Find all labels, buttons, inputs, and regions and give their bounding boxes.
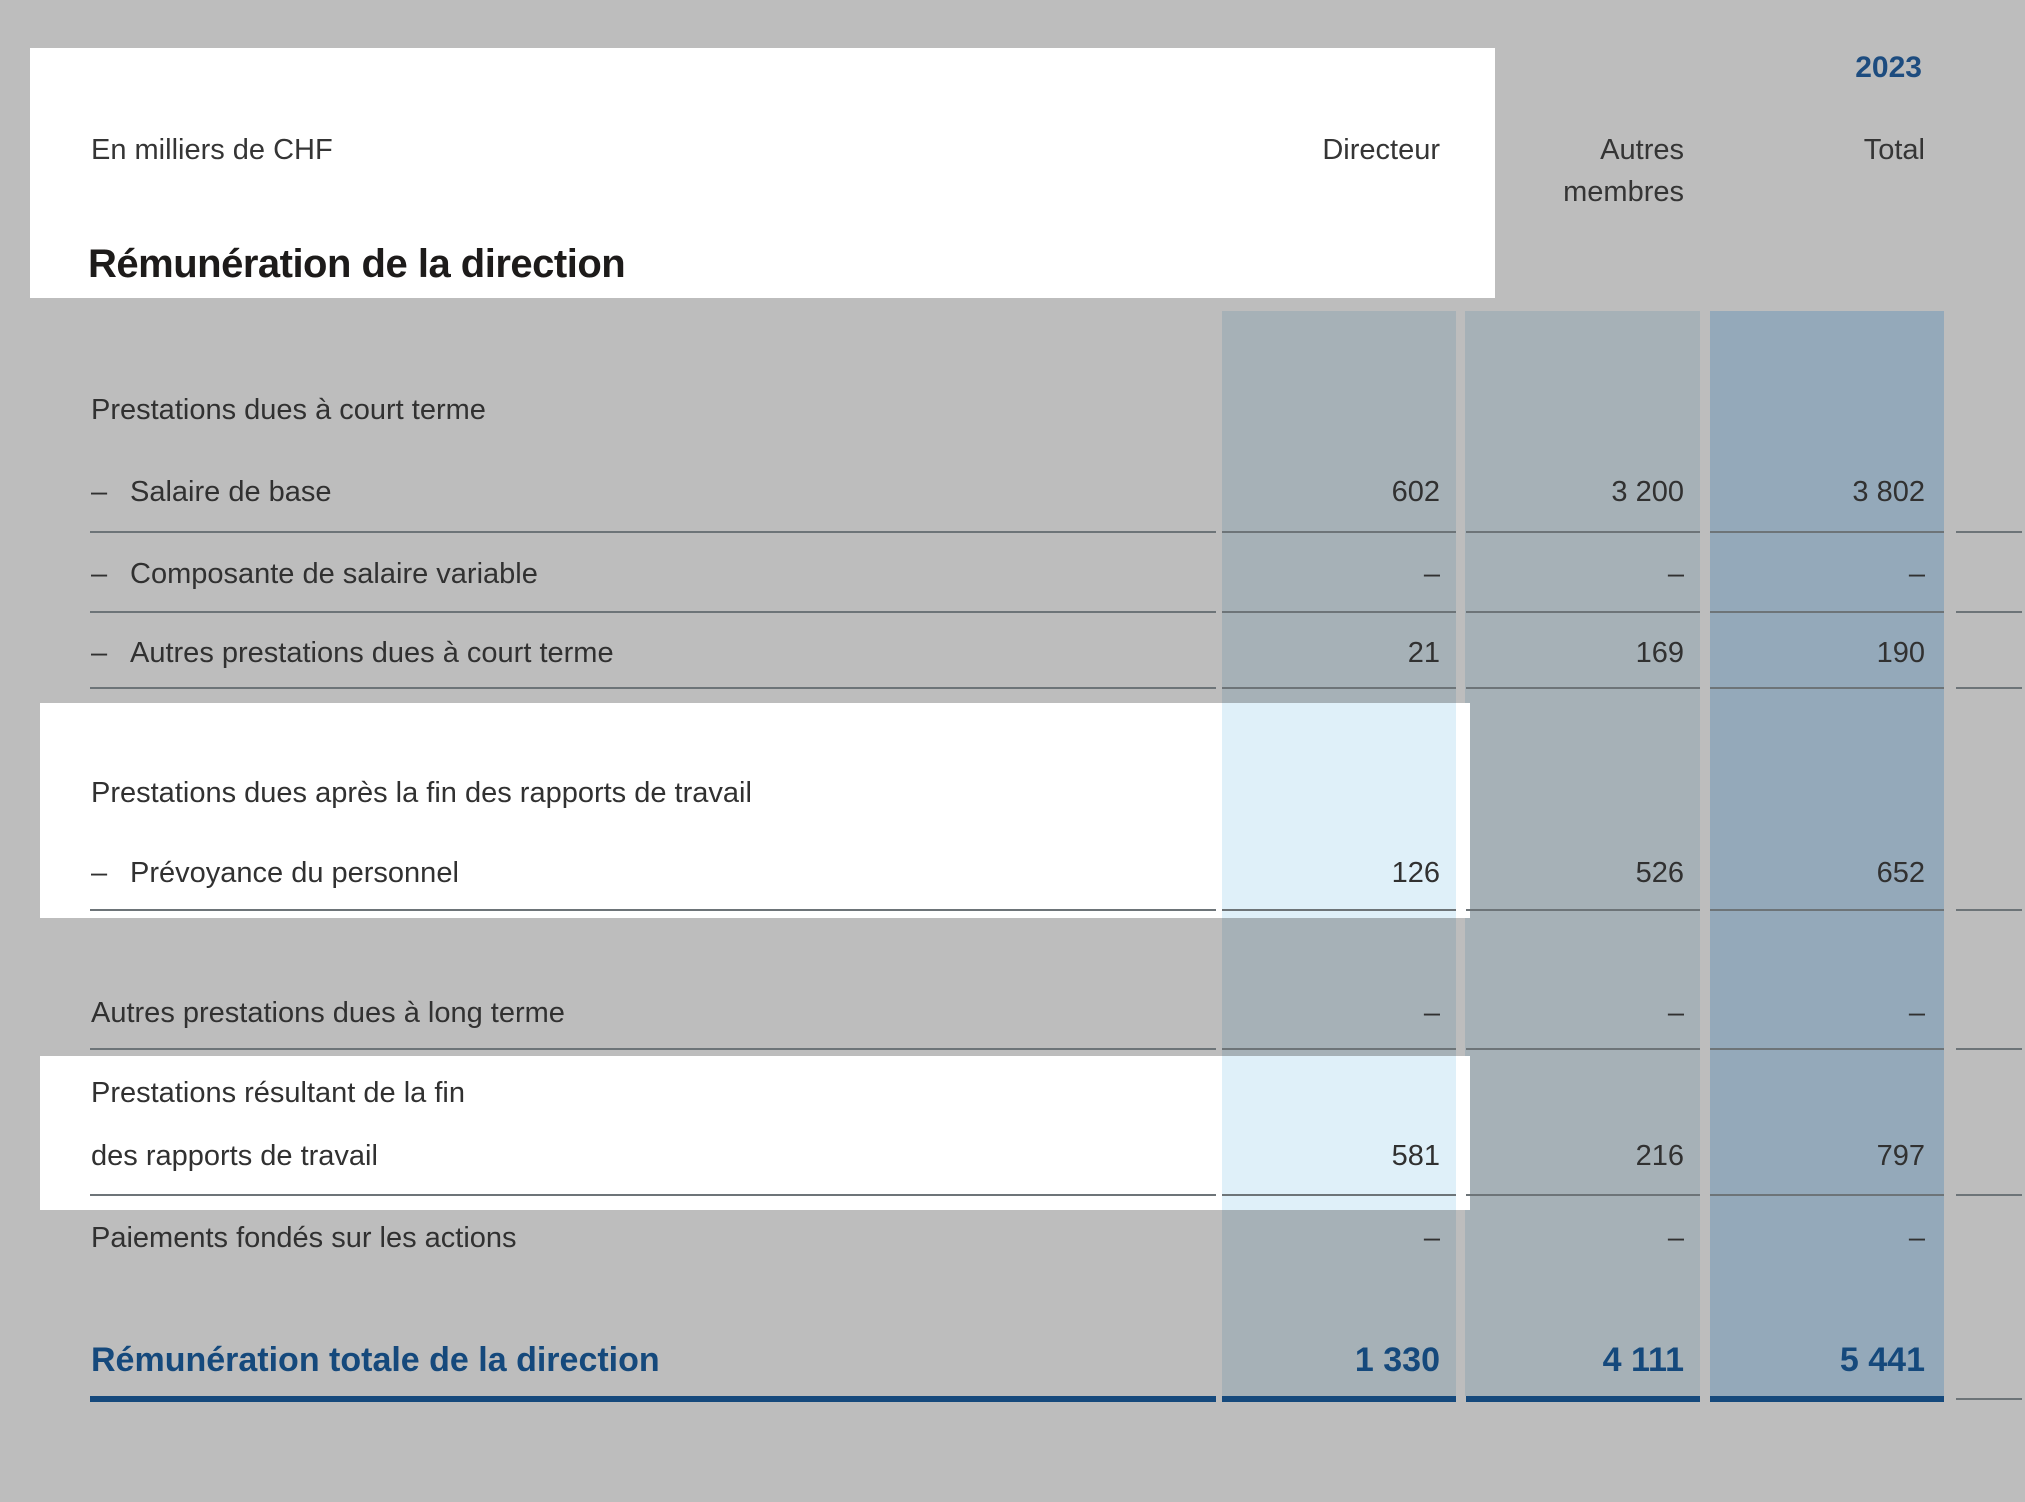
total-underline [1710,1396,1944,1402]
row-bullet: – [91,476,108,508]
row-label: Autres prestations dues à court terme [130,637,614,669]
total-underline-right [1956,1398,2022,1400]
cell-directeur: 126 [1391,857,1440,889]
cell-directeur: – [1423,1222,1440,1254]
cell-total: 652 [1876,857,1925,889]
total-underline [1222,1396,1456,1402]
unit-label: En milliers de CHF [91,134,333,166]
total-row [0,1339,2025,1381]
cell-total: 797 [1876,1140,1925,1172]
total-row-label: Rémunération totale de la direction [91,1341,660,1379]
row-separator [90,611,1216,613]
row-separator [1466,1194,1700,1196]
cell-autres-membres: – [1667,558,1684,590]
row-label: Composante de salaire variable [130,558,538,590]
table-row [0,556,2025,592]
row-separator [1956,1194,2022,1196]
row-label: Prestations dues après la fin des rapports de travail [91,777,752,809]
row-separator [1710,611,1944,613]
table-row [0,1075,2025,1111]
column-header-autres-line1: Autres [1600,134,1684,166]
row-separator [1956,611,2022,613]
row-bullet: – [91,637,108,669]
row-separator [1956,531,2022,533]
row-label: Prestations résultant de la fin [91,1077,465,1109]
row-separator [1710,1194,1944,1196]
row-separator [1466,611,1700,613]
cell-total-directeur: 1 330 [1354,1341,1440,1379]
year-label: 2023 [1855,51,1922,84]
cell-directeur: – [1423,558,1440,590]
row-separator [1466,687,1700,689]
row-separator [1956,909,2022,911]
cell-autres-membres: 216 [1635,1140,1684,1172]
row-separator [1222,1048,1456,1050]
table-row [0,392,2025,428]
row-separator [1956,1048,2022,1050]
total-underline [1466,1396,1700,1402]
row-label: Prévoyance du personnel [130,857,459,889]
cell-total: – [1908,1222,1925,1254]
row-label: des rapports de travail [91,1140,378,1172]
table-row [0,775,2025,811]
cell-total: 3 802 [1852,476,1925,508]
cell-autres-membres: 169 [1635,637,1684,669]
cell-directeur: 602 [1391,476,1440,508]
column-header-autres-line2: membres [1563,176,1684,208]
cell-autres-membres: 3 200 [1611,476,1684,508]
table-row [0,474,2025,510]
row-separator [1222,611,1456,613]
cell-autres-membres: 526 [1635,857,1684,889]
table-row [0,635,2025,671]
row-label: Paiements fondés sur les actions [91,1222,517,1254]
row-separator [1710,1048,1944,1050]
cell-total-autres-membres: 4 111 [1602,1341,1684,1379]
cell-directeur: – [1423,997,1440,1029]
row-separator [1710,531,1944,533]
table-row [0,855,2025,891]
row-separator [1710,687,1944,689]
row-separator [90,1048,1216,1050]
row-separator [90,1194,1216,1196]
row-separator [90,687,1216,689]
cell-total: – [1908,558,1925,590]
row-bullet: – [91,857,108,889]
cell-directeur: 21 [1407,637,1440,669]
column-header-total: Total [1863,134,1925,166]
row-separator [1222,687,1456,689]
cell-autres-membres: – [1667,997,1684,1029]
cell-autres-membres: – [1667,1222,1684,1254]
row-separator [90,531,1216,533]
row-separator [1466,1048,1700,1050]
row-label: Salaire de base [130,476,332,508]
row-separator [1222,909,1456,911]
table-row [0,1138,2025,1174]
row-separator [1222,531,1456,533]
row-label: Prestations dues à court terme [91,394,486,426]
total-underline [90,1396,1216,1402]
column-header-directeur: Directeur [1322,134,1440,166]
cell-total-total: 5 441 [1839,1341,1925,1379]
cell-total: 190 [1876,637,1925,669]
cell-total: – [1908,997,1925,1029]
row-separator [1466,531,1700,533]
table-row [0,1220,2025,1256]
row-separator [1710,909,1944,911]
section-title: Rémunération de la direction [88,242,626,286]
row-separator [1222,1194,1456,1196]
table-row [0,995,2025,1031]
cell-directeur: 581 [1391,1140,1440,1172]
row-separator [90,909,1216,911]
row-bullet: – [91,558,108,590]
row-separator [1466,909,1700,911]
row-separator [1956,687,2022,689]
row-label: Autres prestations dues à long terme [91,997,565,1029]
